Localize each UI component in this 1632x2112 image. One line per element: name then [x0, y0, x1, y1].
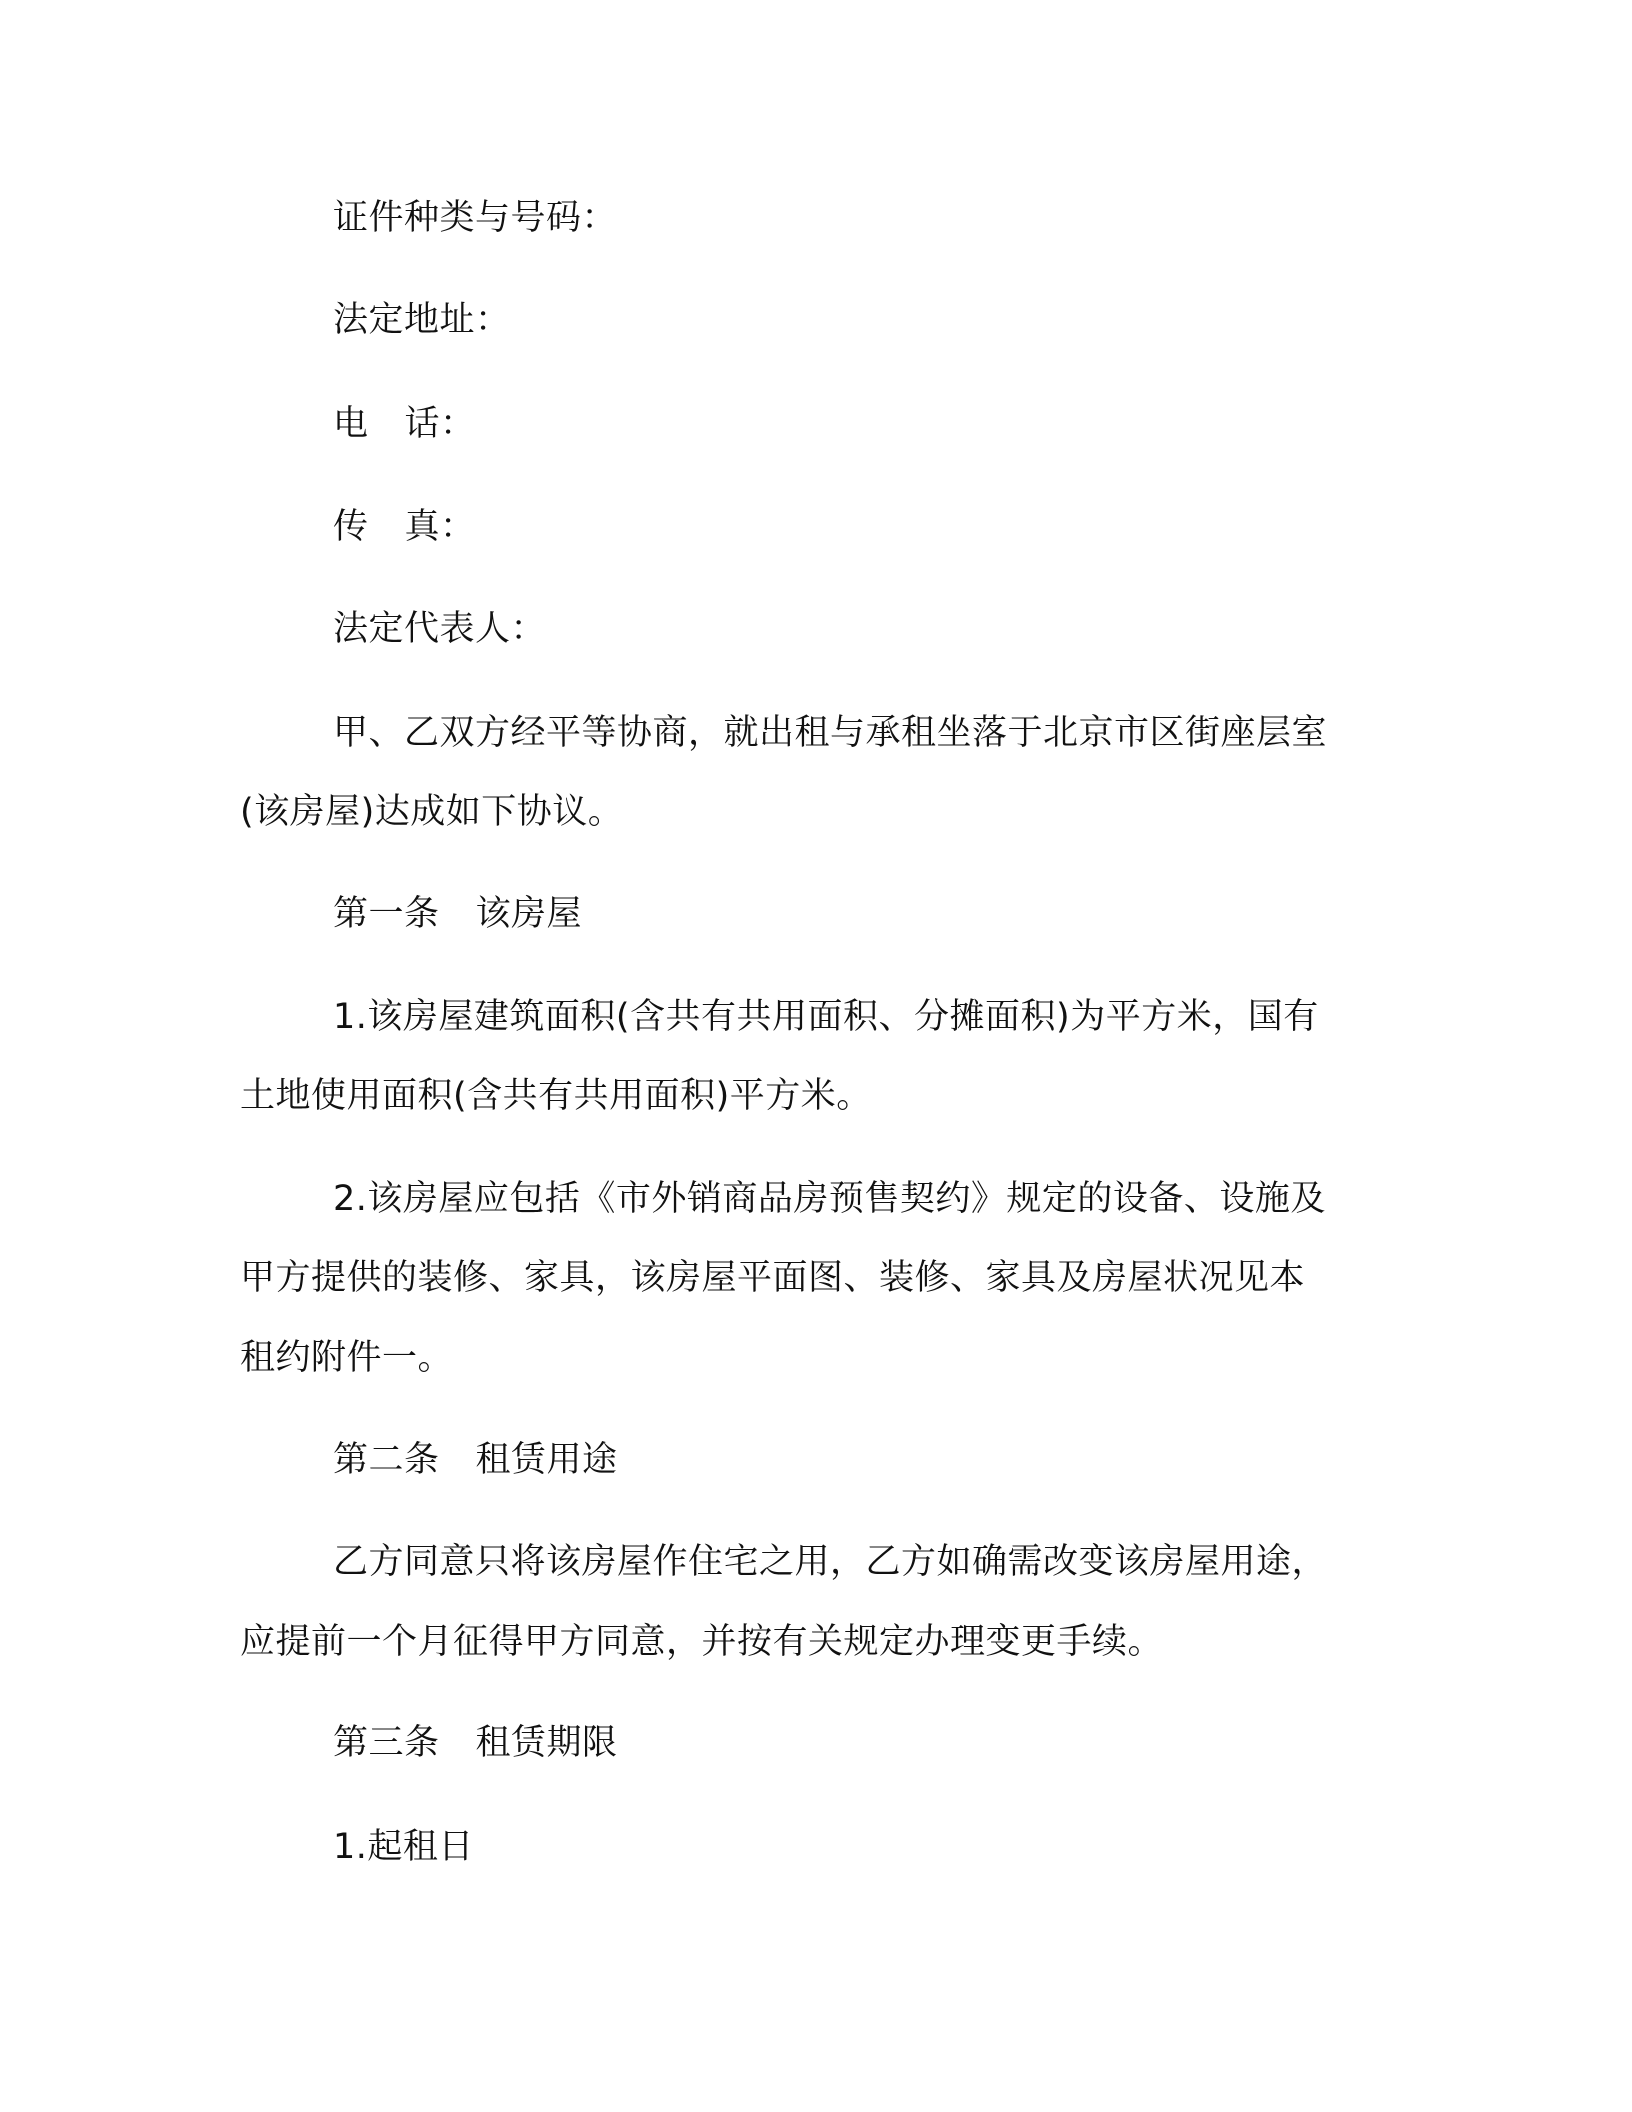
- field-phone-label-b: 话：: [404, 404, 476, 444]
- field-phone-label-a: 电: [333, 404, 369, 444]
- article-1-clause-2-line-2: 甲方提供的装修、家具，该房屋平面图、装修、家具及房屋状况见本: [240, 1258, 1306, 1298]
- article-3-title: 租赁期限: [475, 1723, 618, 1763]
- field-legal-address: 法定地址：: [333, 300, 511, 340]
- article-2-title: 租赁用途: [475, 1440, 618, 1480]
- article-1-clause-2-line-3: 租约附件一。: [240, 1338, 454, 1378]
- field-id-type-number: 证件种类与号码：: [333, 198, 618, 238]
- article-2-heading: [333, 1438, 618, 1482]
- article-2-body-line-1: 乙方同意只将该房屋作住宅之用，乙方如确需改变该房屋用途，: [333, 1542, 1328, 1582]
- article-1-clause-2-line-1: 2.该房屋应包括《市外销商品房预售契约》规定的设备、设施及: [333, 1179, 1326, 1219]
- intro-line-2: (该房屋)达成如下协议。: [240, 792, 624, 832]
- intro-line-1: 甲、乙双方经平等协商，就出租与承租坐落于北京市区街座层室: [333, 713, 1328, 753]
- article-1-title: 该房屋: [475, 894, 583, 934]
- article-3-number: 第三条: [333, 1723, 440, 1763]
- field-fax-label-b: 真：: [404, 507, 476, 547]
- article-3-heading: [333, 1721, 618, 1765]
- field-phone: [333, 402, 476, 446]
- field-fax: [333, 505, 476, 549]
- article-1-clause-1-line-1: 1.该房屋建筑面积(含共有共用面积、分摊面积)为平方米，国有: [333, 997, 1319, 1037]
- article-1-heading: [333, 892, 582, 936]
- article-2-body-line-2: 应提前一个月征得甲方同意，并按有关规定办理变更手续。: [240, 1622, 1164, 1662]
- article-3-clause-1: 1.起租日: [333, 1827, 474, 1867]
- article-2-number: 第二条: [333, 1440, 440, 1480]
- field-fax-label-a: 传: [333, 507, 369, 547]
- article-1-clause-1-line-2: 土地使用面积(含共有共用面积)平方米。: [240, 1076, 872, 1116]
- article-1-number: 第一条: [333, 894, 440, 934]
- field-legal-representative: 法定代表人：: [333, 609, 547, 649]
